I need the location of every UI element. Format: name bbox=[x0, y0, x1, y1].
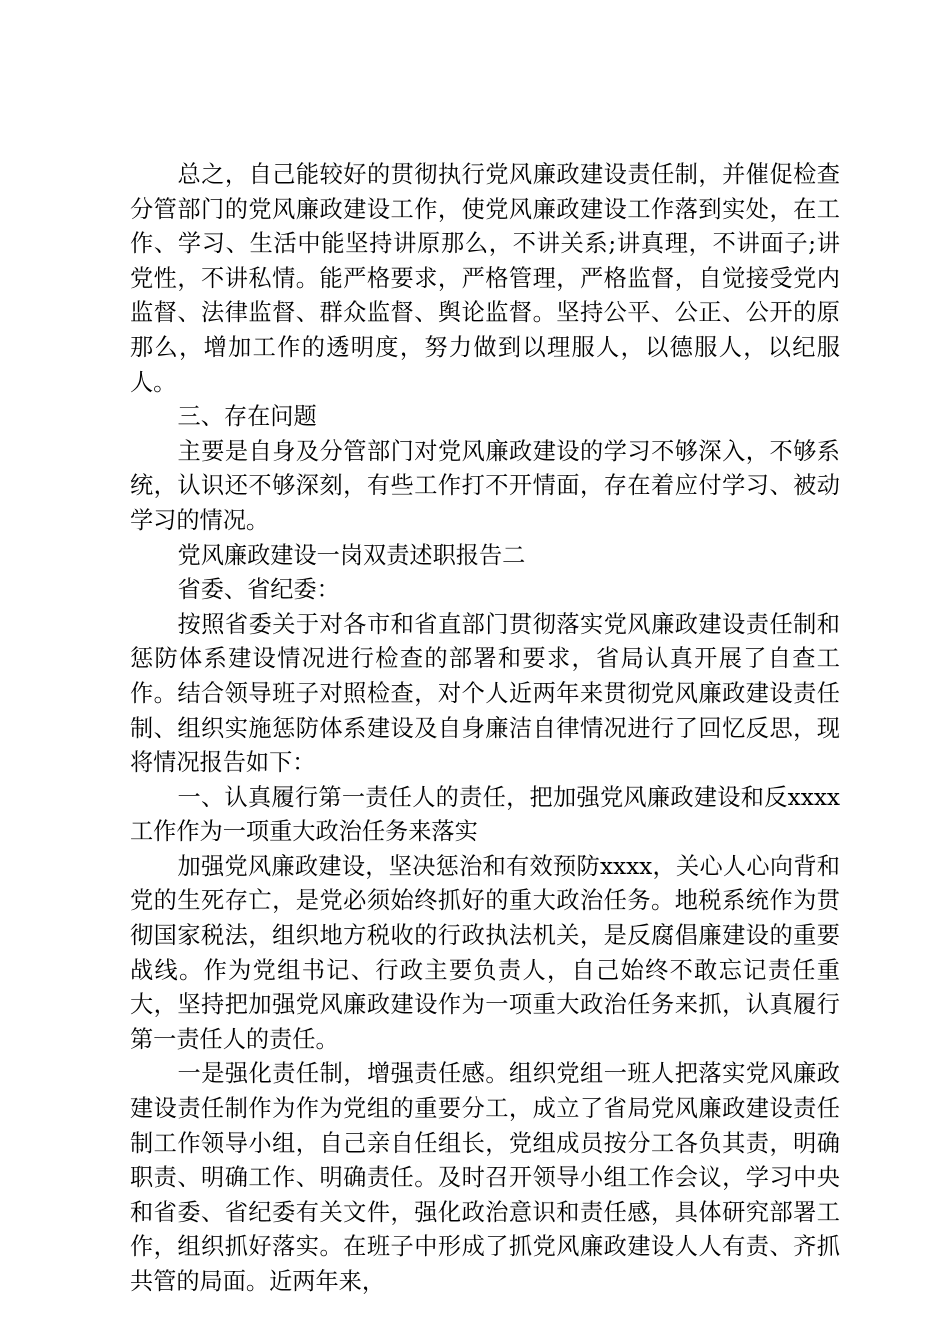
paragraph-introduction: 按照省委关于对各市和省直部门贯彻落实党风廉政建设责任制和惩防体系建设情况进行检查的部署和要求，省局认真开展了自查工作。结合领导班子对照检查，对个人近两年来贯彻党风廉政建设责任制、组织实施惩防体系建设及自身廉洁自律情况进行了回忆反思，现将情况报告如下： bbox=[130, 610, 840, 777]
paragraph-responsibility: 一是强化责任制，增强责任感。组织党组一班人把落实党风廉政建设责任制作为作为党组的重要分工，成立了省局党风廉政建设责任制工作领导小组，自己亲自任组长，党组成员按分工各负其责，明确职责、明确工作、明确责任。及时召开领导小组工作会议，学习中央和省委、省纪委有关文件，强化政治意识和责任感，具体研究部署工作，组织抓好落实。在班子中形成了抓党风廉政建设人人有责、齐抓共管的局面。近两年来， bbox=[130, 1060, 840, 1295]
document-body bbox=[130, 158, 840, 1300]
salutation: 省委、省纪委： bbox=[177, 576, 340, 604]
heading-existing-problems: 三、存在问题 bbox=[177, 403, 317, 431]
paragraph-summary: 总之，自己能较好的贯彻执行党风廉政建设责任制，并催促检查分管部门的党风廉政建设工作，使党风廉政建设工作落到实处，在工作、学习、生活中能坚持讲原那么，不讲关系;讲真理，不讲面子;讲党性，不讲私情。能严格要求，严格管理，严格监督，自觉接受党内监督、法律监督、群众监督、舆论监督。坚持公平、公正、公开的原那么，增加工作的透明度，努力做到以理服人，以德服人，以纪服人。 bbox=[130, 161, 840, 396]
paragraph-section-one: 加强党风廉政建设，坚决惩治和有效预防xxxx，关心人心向背和党的生死存亡，是党必须始终抓好的重大政治任务。地税系统作为贯彻国家税法，组织地方税收的行政执法机关，是反腐倡廉建设的重要战线。作为党组书记、行政主要负责人，自己始终不敢忘记责任重大，坚持把加强党风廉政建设作为一项重大政治任务来抓，认真履行第一责任人的责任。 bbox=[130, 852, 840, 1053]
paragraph-problems: 主要是自身及分管部门对党风廉政建设的学习不够深入，不够系统，认识还不够深刻，有些工作打不开情面，存在着应付学习、被动学习的情况。 bbox=[130, 437, 840, 534]
heading-section-one: 一、认真履行第一责任人的责任，把加强党风廉政建设和反xxxx工作作为一项重大政治任务来落实 bbox=[130, 783, 840, 846]
report-title: 党风廉政建设一岗双责述职报告二 bbox=[177, 541, 526, 569]
